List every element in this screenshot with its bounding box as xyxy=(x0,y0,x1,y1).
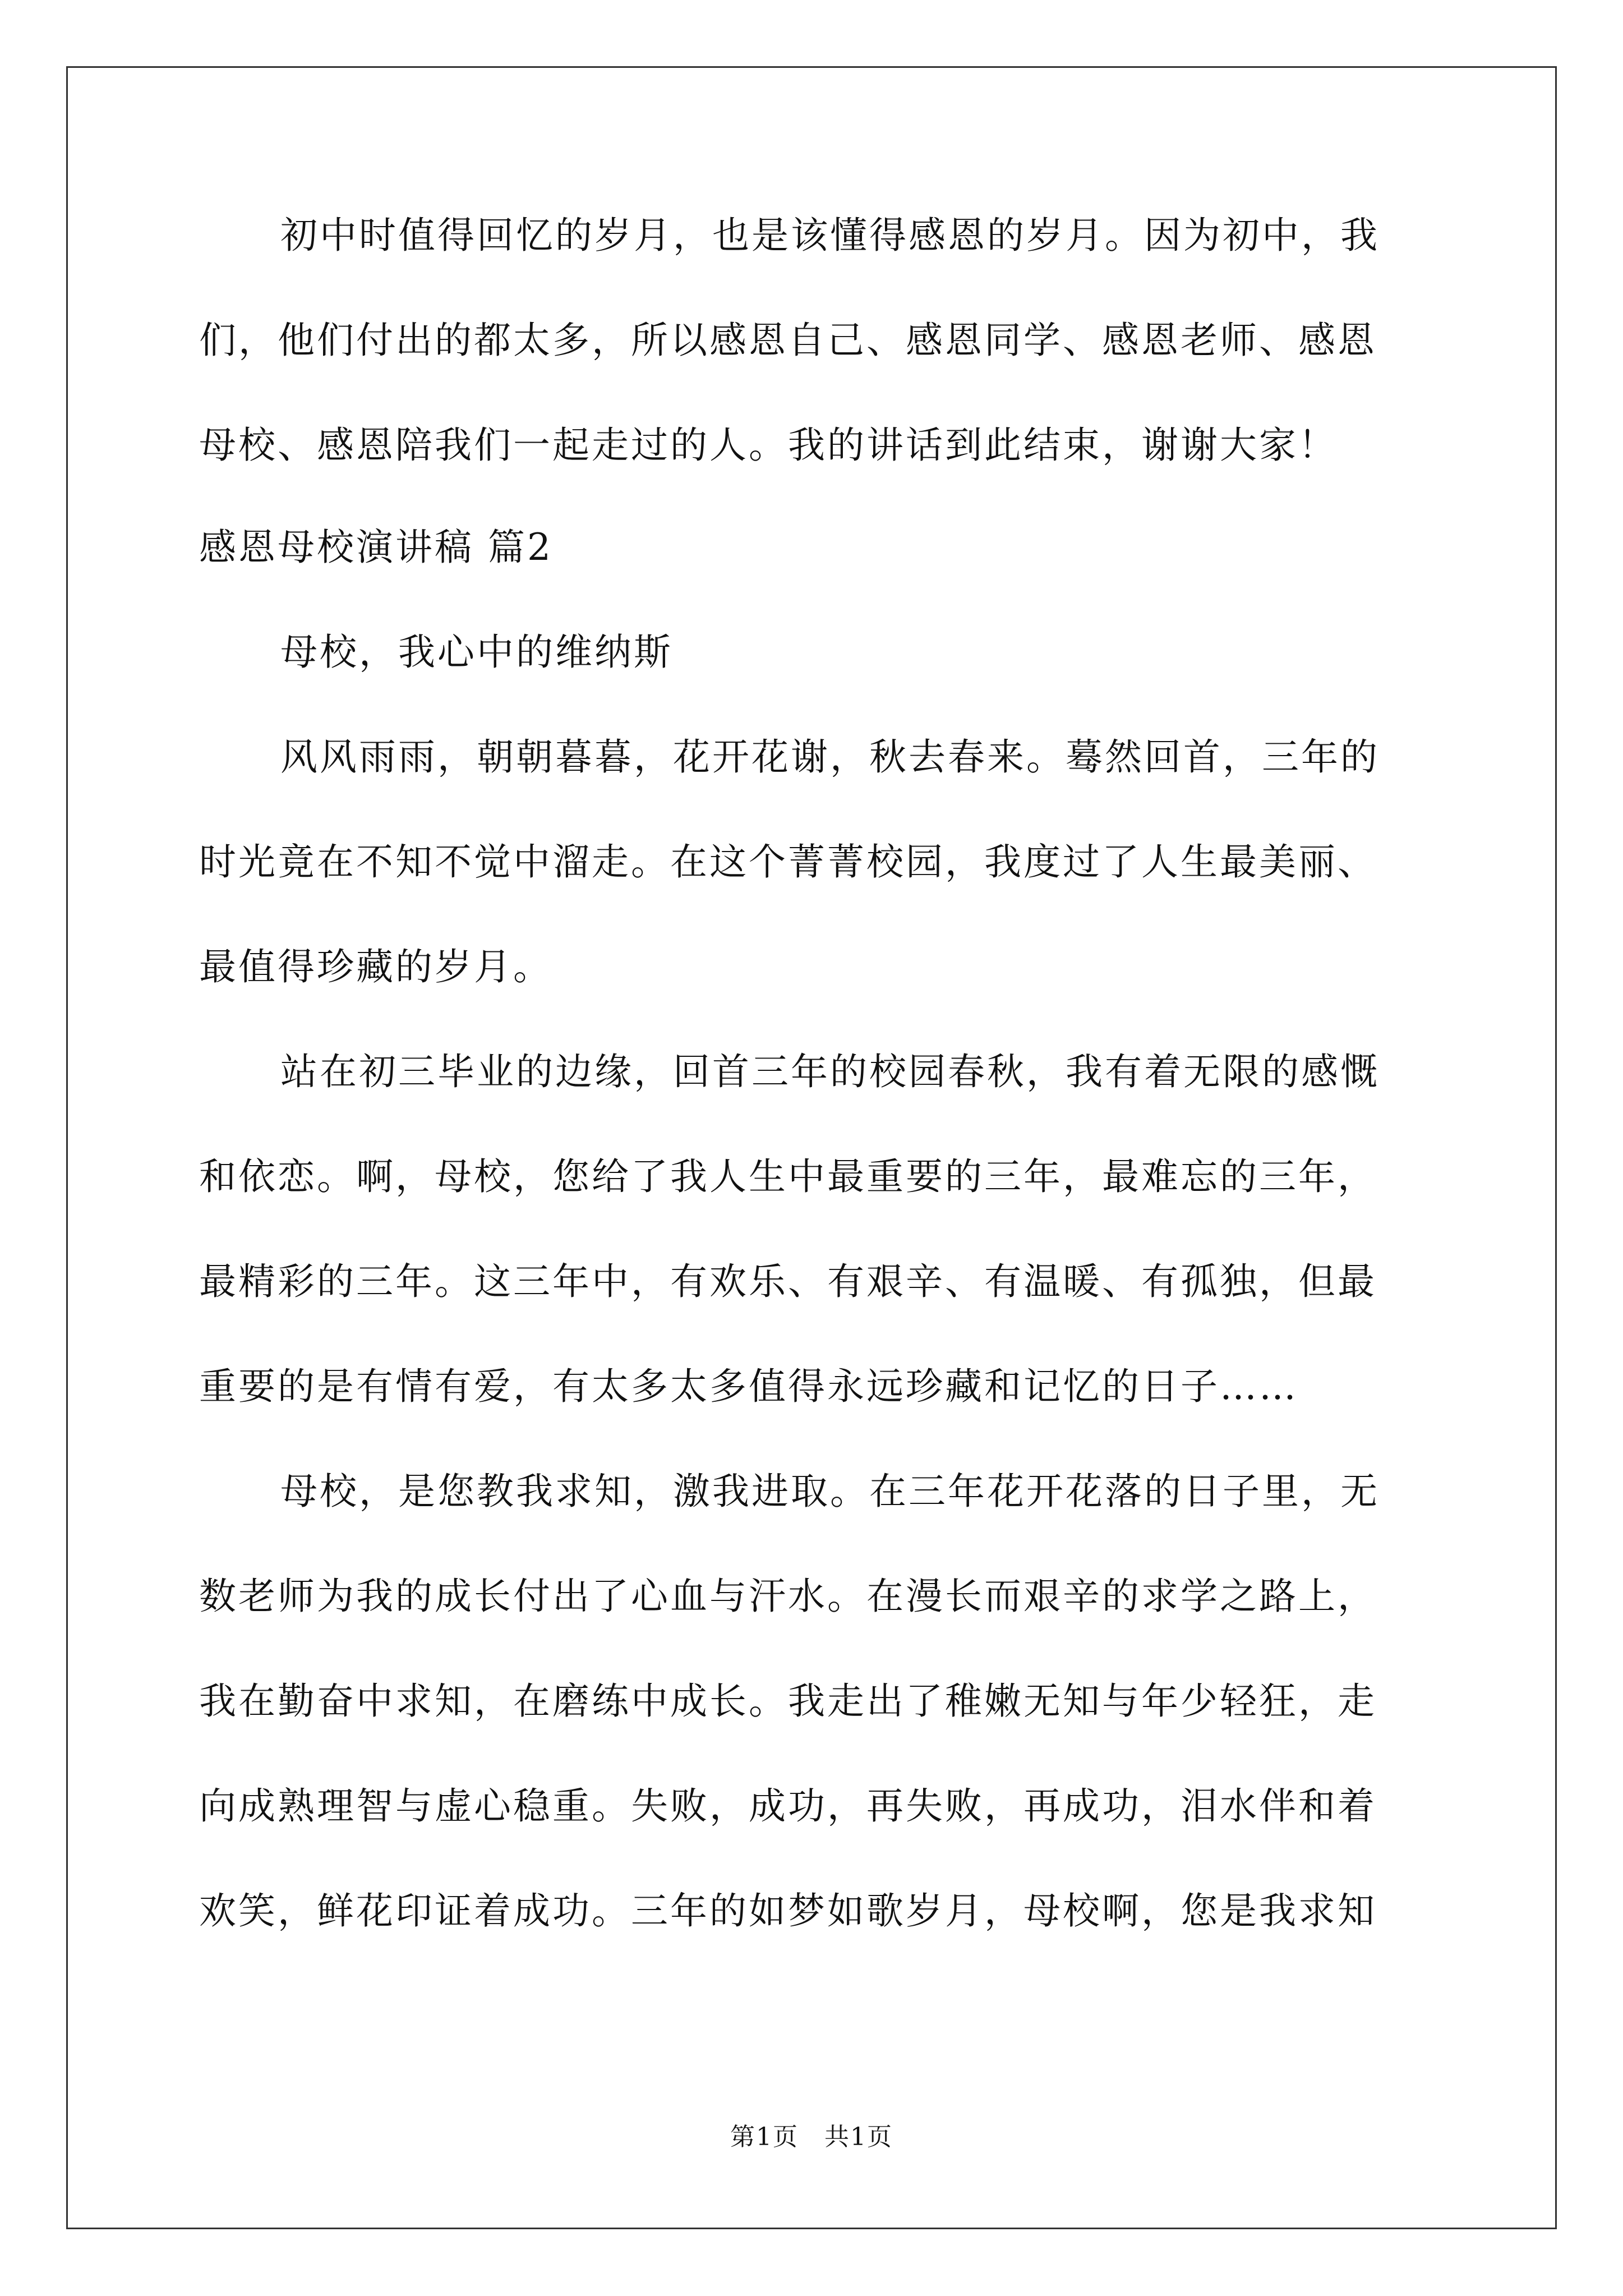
section-heading: 感恩母校演讲稿 篇2 xyxy=(199,526,553,569)
paragraph-line: 最精彩的三年。这三年中，有欢乐、有艰辛、有温暖、有孤独，但最 xyxy=(199,1260,1377,1303)
paragraph-line: 风风雨雨，朝朝暮暮，花开花谢，秋去春来。蓦然回首，三年的 xyxy=(280,735,1380,779)
paragraph-line: 向成熟理智与虚心稳重。失败，成功，再失败，再成功，泪水伴和着 xyxy=(199,1784,1377,1828)
paragraph-line: 和依恋。啊，母校，您给了我人生中最重要的三年，最难忘的三年， xyxy=(199,1155,1377,1198)
paragraph-line: 数老师为我的成长付出了心血与汗水。在漫长而艰辛的求学之路上， xyxy=(199,1575,1377,1618)
paragraph-line: 欢笑，鲜花印证着成功。三年的如梦如歌岁月，母校啊，您是我求知 xyxy=(199,1889,1377,1932)
paragraph-line: 重要的是有情有爱，有太多太多值得永远珍藏和记忆的日子…… xyxy=(199,1365,1298,1408)
paragraph-line: 母校，是您教我求知，激我进取。在三年花开花落的日子里，无 xyxy=(280,1470,1380,1513)
paragraph-line: 初中时值得回忆的岁月，也是该懂得感恩的岁月。因为初中，我 xyxy=(280,214,1380,257)
paragraph-line: 我在勤奋中求知，在磨练中成长。我走出了稚嫩无知与年少轻狂，走 xyxy=(199,1680,1377,1723)
paragraph-line: 母校、感恩陪我们一起走过的人。我的讲话到此结束，谢谢大家！ xyxy=(199,424,1338,467)
paragraph-line: 们，他们付出的都太多，所以感恩自己、感恩同学、感恩老师、感恩 xyxy=(199,319,1377,362)
paragraph-line: 时光竟在不知不觉中溜走。在这个菁菁校园，我度过了人生最美丽、 xyxy=(199,840,1377,884)
paragraph-line: 最值得珍藏的岁月。 xyxy=(199,945,552,988)
speech-title: 母校，我心中的维纳斯 xyxy=(280,631,673,674)
paragraph-line: 站在初三毕业的边缘，回首三年的校园春秋，我有着无限的感慨 xyxy=(280,1050,1380,1093)
page-number-footer: 第1页 共1页 xyxy=(730,2123,893,2151)
